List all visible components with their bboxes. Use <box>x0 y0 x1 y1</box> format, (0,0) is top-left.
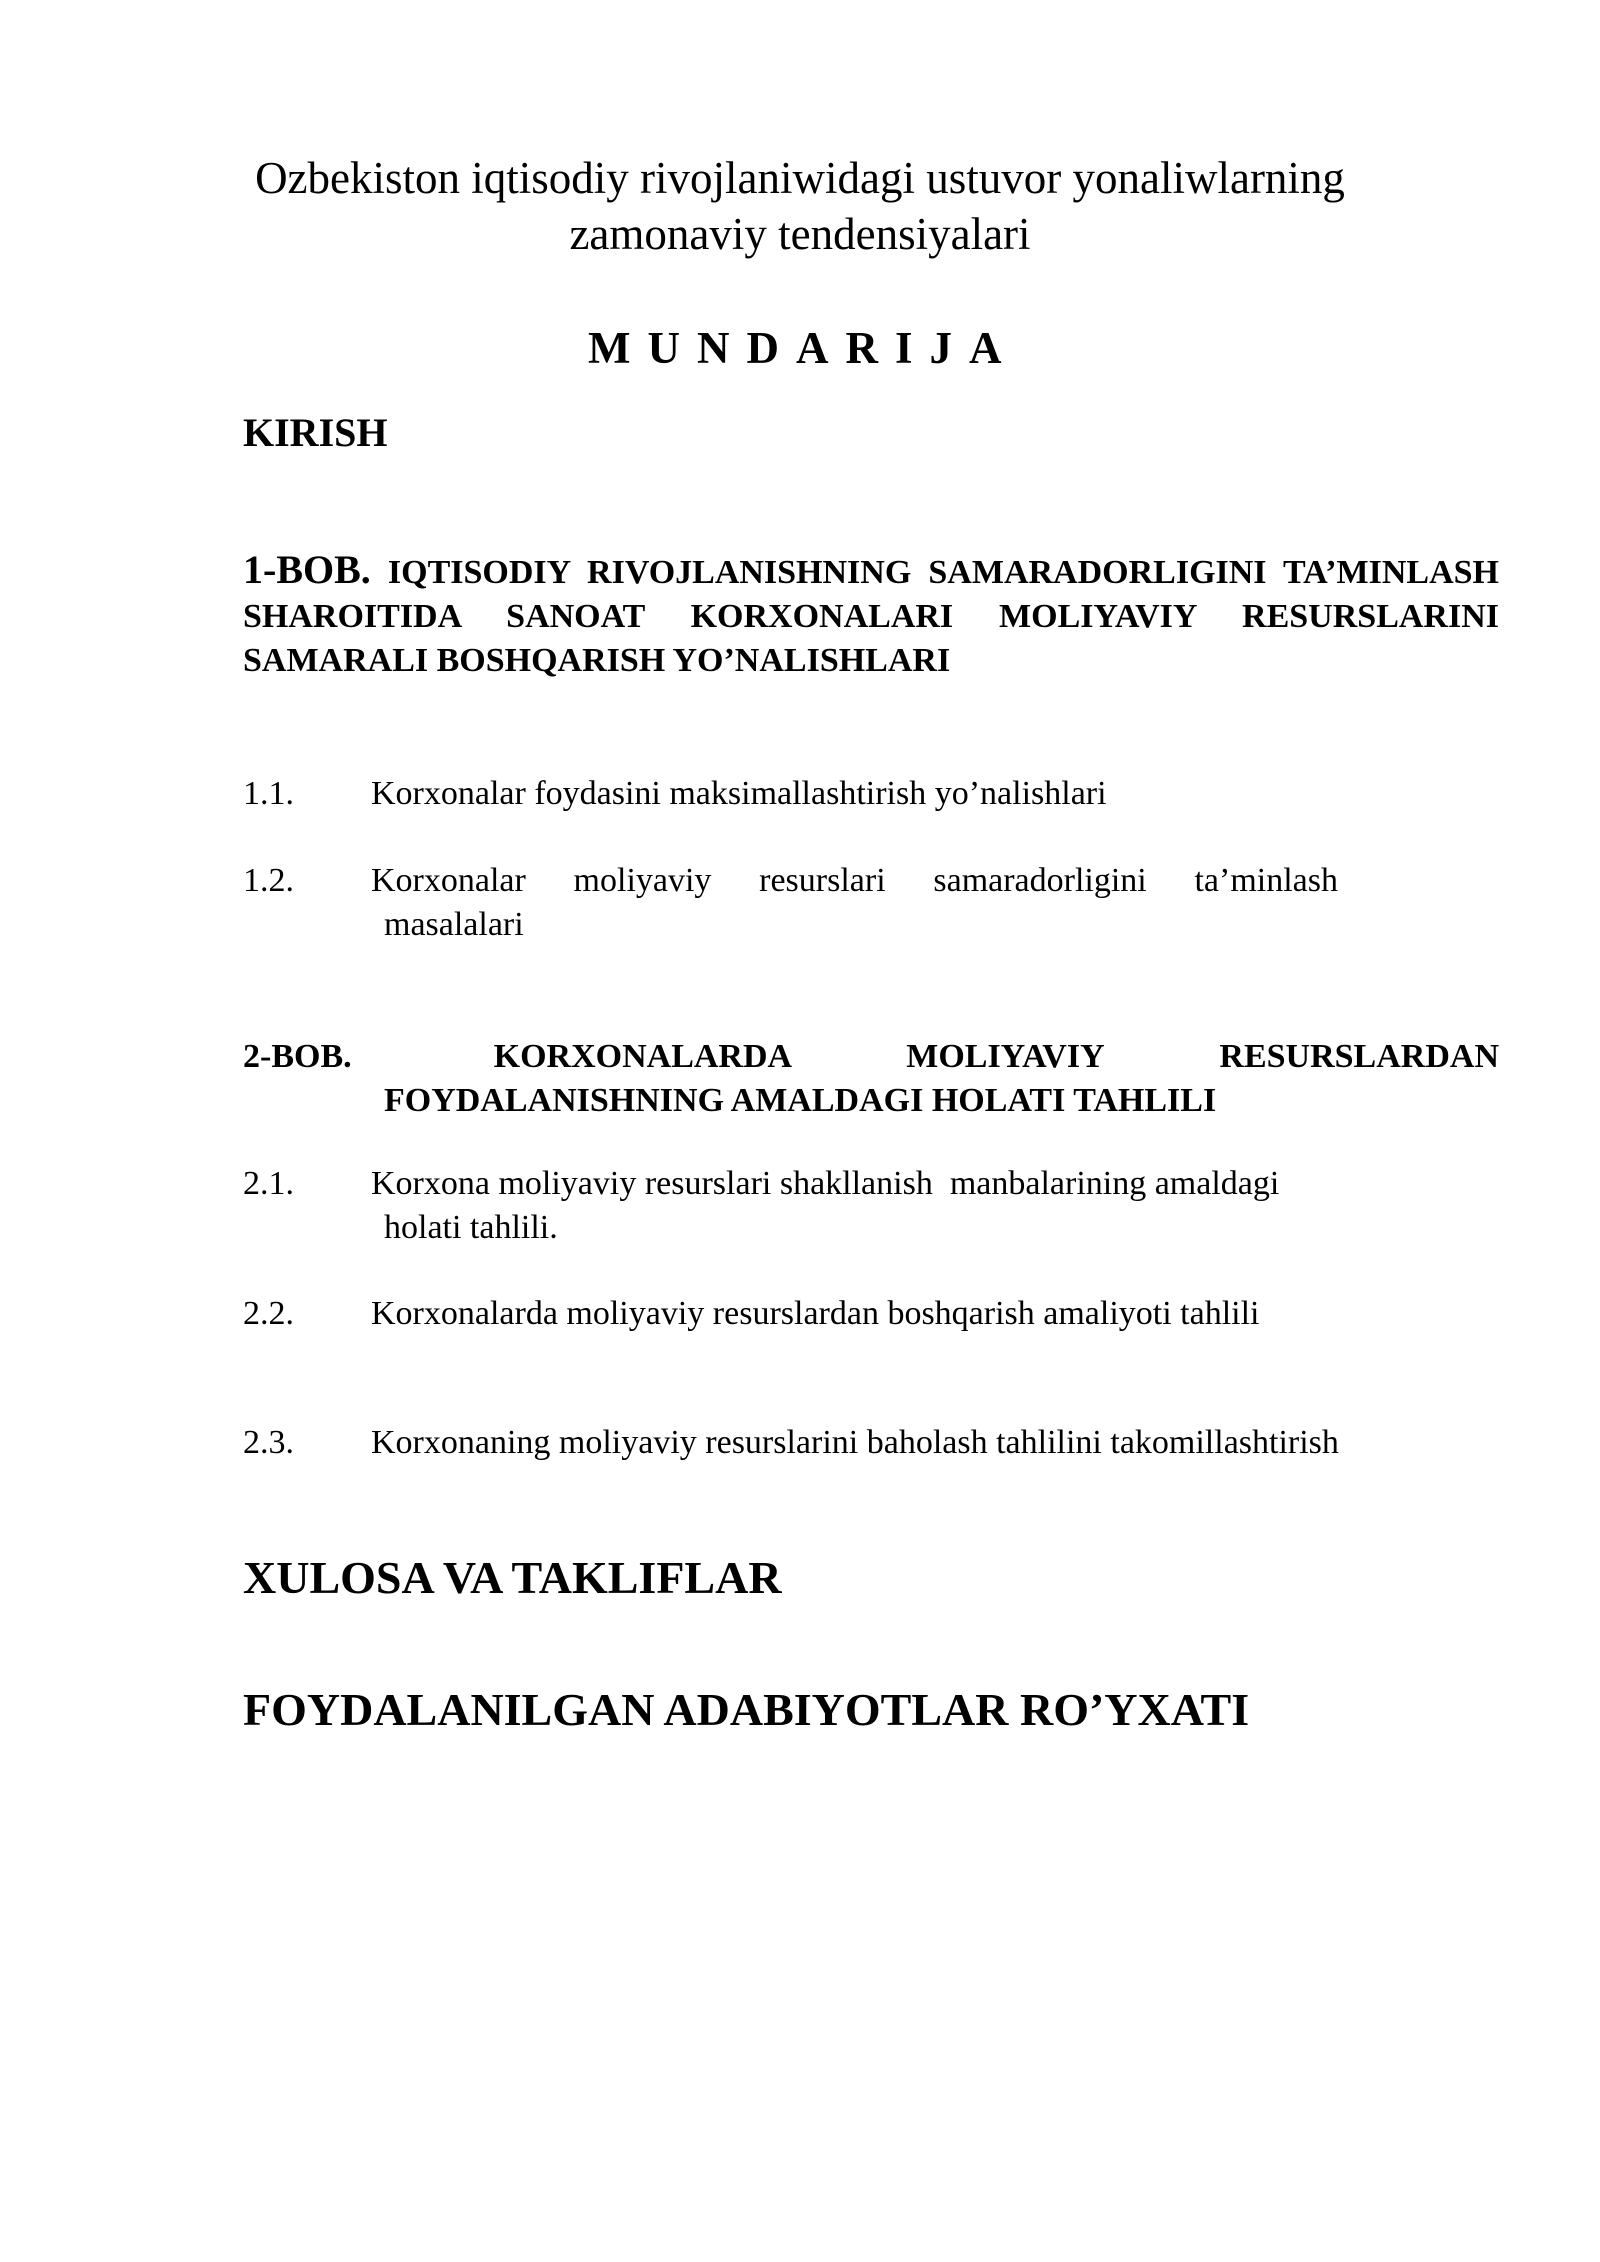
document-title-line-1: Ozbekiston iqtisodiy rivojlaniwidagi ustuvor yonaliwlarning <box>255 153 1345 203</box>
section-title: Korxonaning moliyaviy resurslarini baholash tahlilini takomillashtirish <box>371 1424 1339 1461</box>
chapter-1-title: IQTISODIY RIVOJLANISHNING SAMARADORLIGINI TA’MINLASH SHAROITIDA SANOAT KORXONALARI MOLIYAVIY RESURSLARINI SAMARALI BOSHQARISH YO’NALISHLARI <box>243 554 1499 679</box>
chapter-2-title-word-1: KORXONALARDA <box>493 1038 791 1075</box>
section-number: 2.1. <box>243 1165 294 1202</box>
toc-chapter-2 <box>243 1035 1499 1079</box>
toc-references: FOYDALANILGAN ADABIYOTLAR RO’YXATI <box>243 1684 1250 1735</box>
section-title: Korxona moliyaviy resurslari shakllanish manbalarining amaldagi <box>371 1165 1280 1202</box>
chapter-1-label: 1-BOB. <box>243 547 371 592</box>
toc-section-2-3 <box>243 1421 1339 1465</box>
toc-conclusion: XULOSA VA TAKLIFLAR <box>243 1552 782 1603</box>
contents-heading: MUNDARIJA <box>588 323 1019 373</box>
chapter-2-title-word-3: RESURSLARDAN <box>1219 1038 1499 1075</box>
document-title-line-2: zamonaviy tendensiyalari <box>569 209 1031 259</box>
section-number: 1.2. <box>243 862 294 899</box>
toc-section-1-1 <box>243 772 1107 816</box>
section-number: 2.2. <box>243 1295 294 1332</box>
toc-section-2-2 <box>243 1292 1260 1336</box>
toc-section-1-2 <box>243 859 1338 947</box>
section-title: Korxonalar moliyaviy resurslari samaradorligini ta’minlash <box>371 862 1338 899</box>
section-title-continuation: holati tahlili. <box>384 1209 558 1246</box>
section-number: 1.1. <box>243 775 294 812</box>
section-title-continuation: masalalari <box>384 906 524 943</box>
section-number: 2.3. <box>243 1424 294 1461</box>
chapter-2-title-line-2: FOYDALANISHNING AMALDAGI HOLATI TAHLILI <box>384 1082 1217 1119</box>
section-title: Korxonalarda moliyaviy resurslardan boshqarish amaliyoti tahlili <box>371 1295 1260 1332</box>
toc-section-2-1 <box>243 1162 1279 1250</box>
document-title <box>180 150 1420 262</box>
section-title: Korxonalar foydasini maksimallashtirish yo’nalishlari <box>371 775 1107 812</box>
toc-chapter-1 <box>243 548 1499 683</box>
toc-introduction: KIRISH <box>243 410 388 455</box>
chapter-2-label: 2-BOB. <box>243 1038 352 1075</box>
chapter-2-title-word-2: MOLIYAVIY <box>906 1038 1104 1075</box>
